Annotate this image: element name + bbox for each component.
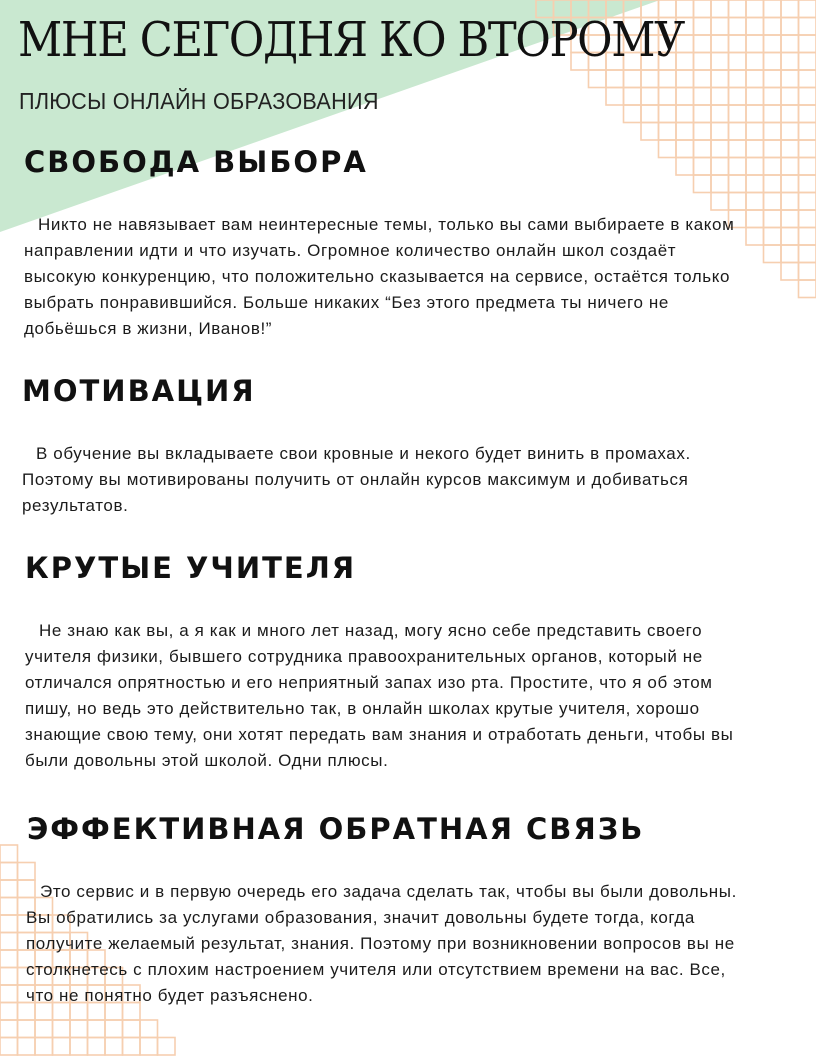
paragraph-line: отличался опрятностью и его неприятный запах изо рта. Простите, что я об этом [25,673,713,692]
section-body-motivation [22,441,691,519]
paragraph-line: пишу, но ведь это действительно так, в онлайн школах крутые учителя, хорошо [25,699,700,718]
section-body-choice [24,212,734,342]
page-title: МНЕ СЕГОДНЯ КО ВТОРОМУ [18,12,684,68]
paragraph-line: Вы обратились за услугами образования, значит довольны будете тогда, когда [26,908,695,927]
section-heading-choice: СВОБОДА ВЫБОРА [24,145,368,179]
paragraph-line: учителя физики, бывшего сотрудника правоохранительных органов, который не [25,647,703,666]
section-body-teachers [25,618,733,774]
paragraph-line: знающие свою тему, они хотят передать вам знания и отработать деньги, чтобы вы [25,725,734,744]
paragraph-line: Не знаю как вы, а я как и много лет назад, могу ясно себе представить своего [39,621,703,640]
section-heading-motivation: МОТИВАЦИЯ [22,374,256,408]
paragraph-line: Поэтому вы мотивированы получить от онлайн курсов максимум и добиваться [22,470,689,489]
paragraph-line: были довольны этой школой. Одни плюсы. [25,751,389,770]
page-subtitle: ПЛЮСЫ ОНЛАЙН ОБРАЗОВАНИЯ [19,88,379,114]
section-body-feedback [26,879,737,1009]
paragraph-line: результатов. [22,496,129,515]
paragraph-line: направлении идти и что изучать. Огромное количество онлайн школ создаёт [24,241,677,260]
paragraph-line: В обучение вы вкладываете свои кровные и некого будет винить в промахах. [36,444,691,463]
paragraph-line: столкнетесь с плохим настроением учителя или отсутствием времени на вас. Все, [26,960,726,979]
section-heading-teachers: КРУТЫЕ УЧИТЕЛЯ [25,551,357,585]
section-heading-feedback: ЭФФЕКТИВНАЯ ОБРАТНАЯ СВЯЗЬ [27,812,645,846]
paragraph-line: что не понятно будет разъяснено. [26,986,314,1005]
paragraph-line: Никто не навязывает вам неинтересные темы, только вы сами выбираете в каком [38,215,735,234]
paragraph-line: получите желаемый результат, знания. Поэтому при возникновении вопросов вы не [26,934,735,953]
paragraph-line: высокую конкуренцию, что положительно сказывается на сервисе, остаётся только [24,267,731,286]
paragraph-line: Это сервис и в первую очередь его задача сделать так, чтобы вы были довольны. [40,882,737,901]
paragraph-line: выбрать понравившийся. Больше никаких “Без этого предмета ты ничего не [24,293,669,312]
paragraph-line: добьёшься в жизни, Иванов!” [24,319,273,338]
